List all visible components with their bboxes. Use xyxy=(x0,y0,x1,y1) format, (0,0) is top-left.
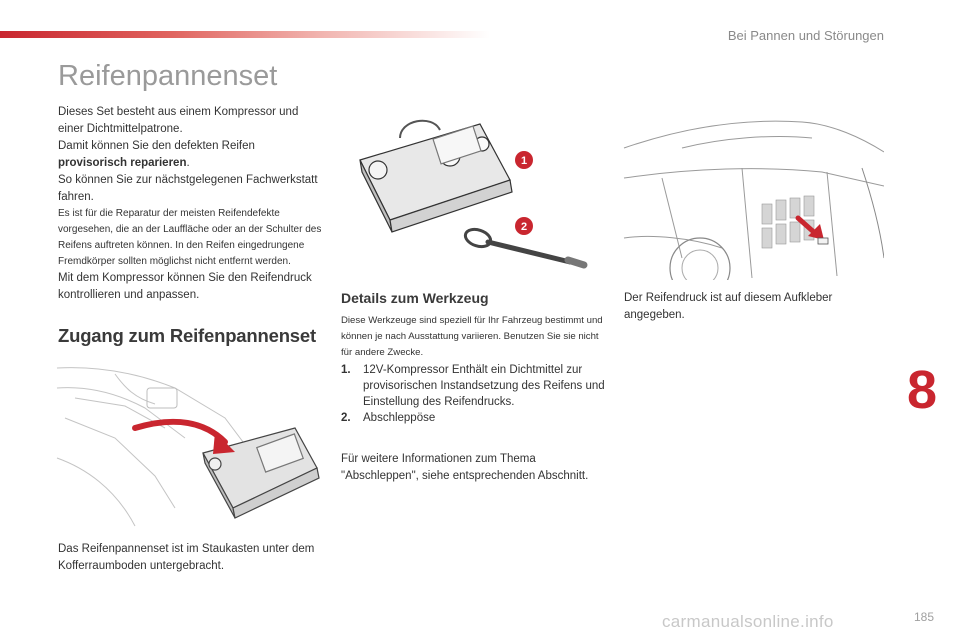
sticker-caption: Der Reifendruck ist auf diesem Aufkleber angegeben. xyxy=(624,292,833,321)
access-heading: Zugang zum Reifenpannenset xyxy=(58,325,316,346)
list-item-number: 1. xyxy=(341,364,351,376)
intro-line-2-prefix: Damit können Sie den defekten Reifen xyxy=(58,140,255,152)
details-intro: Diese Werkzeuge sind speziell für Ihr Fahrzeug bestimmt und können je nach Ausstattung variieren. Benutzen Sie sie nicht für andere Zwecke. xyxy=(341,315,603,358)
details-heading: Details zum Werkzeug xyxy=(341,290,489,306)
list-item-number: 2. xyxy=(341,412,351,424)
page-number: 185 xyxy=(913,610,934,624)
page-title: Reifenpannenset xyxy=(58,60,278,92)
see-also-text: Für weitere Informationen zum Thema "Abschleppen", siehe entsprechenden Abschnitt. xyxy=(341,453,589,482)
intro-note: Es ist für die Reparatur der meisten Reifendefekte vorgesehen, die an der Lauffläche oder an der Schulter des Reifens auftreten können. In den Reifen eingedrungene Fremdkörper sollten möglichst nicht entfernt werden. xyxy=(58,208,322,267)
watermark: carmanualsonline.info xyxy=(662,612,834,631)
callout-1: 1 xyxy=(520,155,528,167)
trunk-kit-illustration xyxy=(55,358,325,530)
list-item-text: 12V-Kompressor Enthält ein Dichtmittel zur provisorischen Instandsetzung des Reifens und Einstellung des Reifendrucks. xyxy=(363,364,605,408)
access-caption: Das Reifenpannenset ist im Staukasten unter dem Kofferraumboden untergebracht. xyxy=(58,543,315,572)
intro-line-4: Mit dem Kompressor können Sie den Reifendruck kontrollieren und anpassen. xyxy=(58,272,312,301)
list-item xyxy=(341,362,606,410)
callout-2: 2 xyxy=(520,221,528,233)
list-item xyxy=(341,410,606,426)
intro-line-2-suffix: . xyxy=(186,157,190,169)
tools-illustration xyxy=(340,110,605,280)
chapter-number: 8 xyxy=(906,360,938,420)
intro-line-1: Dieses Set besteht aus einem Kompressor und einer Dichtmittelpatrone. xyxy=(58,106,299,135)
intro-line-3: So können Sie zur nächstgelegenen Fachwerkstatt fahren. xyxy=(58,174,318,203)
list-item-text: Abschleppöse xyxy=(363,412,436,424)
car-door-sticker-illustration xyxy=(622,108,884,280)
intro-line-2 xyxy=(58,138,323,172)
tool-list xyxy=(341,362,606,426)
header-accent-bar xyxy=(0,31,490,38)
section-header: Bei Pannen und Störungen xyxy=(727,28,884,43)
intro-text xyxy=(58,104,323,304)
intro-line-2-bold: provisorisch reparieren xyxy=(58,157,187,169)
